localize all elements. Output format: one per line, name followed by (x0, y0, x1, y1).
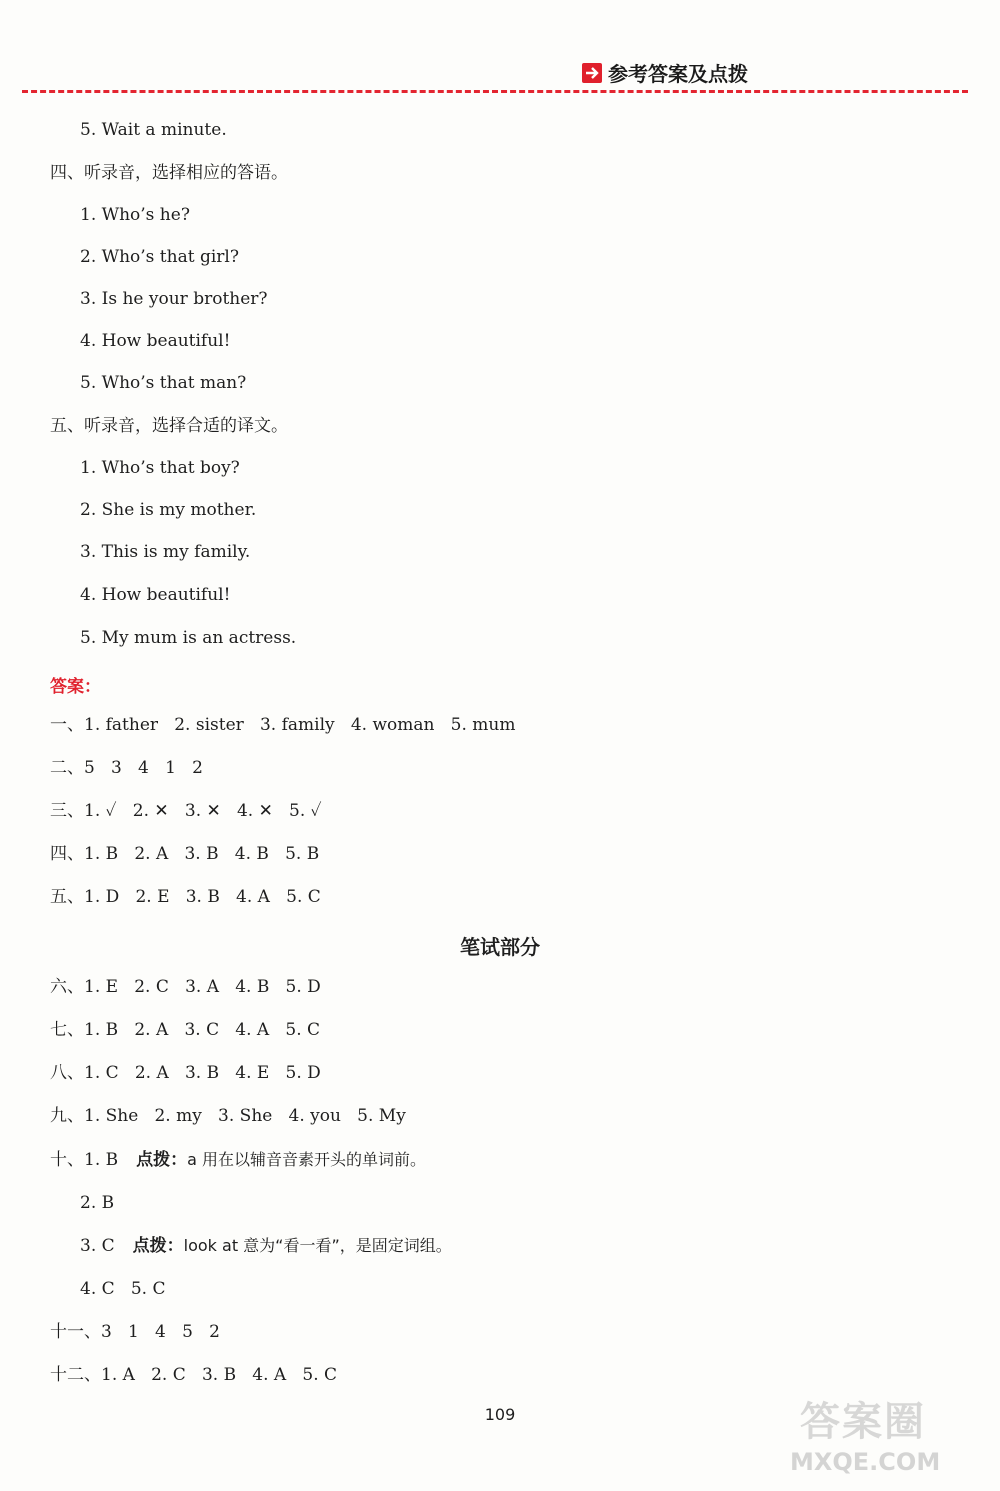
written-answer-line: 七、1. B 2. A 3. C 4. A 5. C (50, 1020, 321, 1040)
page-header (582, 58, 748, 87)
section-5-title: 五、听录音，选择合适的译文。 (50, 416, 288, 436)
header-title: 参考答案及点拨 (608, 62, 748, 86)
q10-answer-1: 十、1. B (50, 1150, 119, 1170)
section-5-item: 3. This is my family. (80, 542, 251, 562)
section-5-item: 1. Who’s that boy? (80, 458, 240, 478)
answer-line: 二、5 3 4 1 2 (50, 758, 203, 778)
written-answer-line: 九、1. She 2. my 3. She 4. you 5. My (50, 1106, 406, 1126)
q10-line-2: 2. B (80, 1193, 115, 1213)
q10-line-4: 4. C 5. C (80, 1279, 166, 1299)
hint-label: 点拨： (136, 1150, 188, 1170)
q10-line-1 (50, 1149, 426, 1171)
section-4-title: 四、听录音，选择相应的答语。 (50, 163, 288, 183)
page-number: 109 (484, 1405, 516, 1424)
section-4-item: 5. Who’s that man? (80, 373, 247, 393)
section-4-item: 1. Who’s he? (80, 205, 190, 225)
answers-heading: 答案： (50, 677, 101, 697)
written-answer-line: 六、1. E 2. C 3. A 4. B 5. D (50, 977, 321, 997)
listening-item-5: 5. Wait a minute. (80, 120, 227, 140)
section-5-item: 5. My mum is an actress. (80, 628, 297, 648)
arrow-right-icon (582, 63, 602, 83)
hint-label: 点拨： (132, 1236, 184, 1256)
q10-line-3 (80, 1235, 452, 1257)
answer-line: 三、1. ✓ 2. ✕ 3. ✕ 4. ✕ 5. ✓ (50, 801, 322, 821)
q12-line: 十二、1. A 2. C 3. B 4. A 5. C (50, 1365, 338, 1385)
answer-line: 一、1. father 2. sister 3. family 4. woman 5. mum (50, 715, 516, 735)
header-divider (22, 90, 968, 93)
hint-text: look at 意为“看一看”，是固定词组。 (183, 1236, 452, 1255)
hint-text: a 用在以辅音音素开头的单词前。 (187, 1150, 427, 1169)
q10-answer-3: 3. C (80, 1236, 115, 1256)
section-5-item: 4. How beautiful! (80, 585, 231, 605)
q11-line: 十一、3 1 4 5 2 (50, 1322, 220, 1342)
section-4-item: 2. Who’s that girl? (80, 247, 239, 267)
answer-line: 五、1. D 2. E 3. B 4. A 5. C (50, 887, 321, 907)
section-5-item: 2. She is my mother. (80, 500, 257, 520)
written-section-title: 笔试部分 (460, 935, 540, 959)
answer-line: 四、1. B 2. A 3. B 4. B 5. B (50, 844, 320, 864)
watermark-logo: 答案圈 (800, 1399, 926, 1445)
section-4-item: 4. How beautiful! (80, 331, 231, 351)
watermark-url: MXQE.COM (790, 1448, 941, 1476)
section-4-item: 3. Is he your brother? (80, 289, 268, 309)
written-answer-line: 八、1. C 2. A 3. B 4. E 5. D (50, 1063, 321, 1083)
